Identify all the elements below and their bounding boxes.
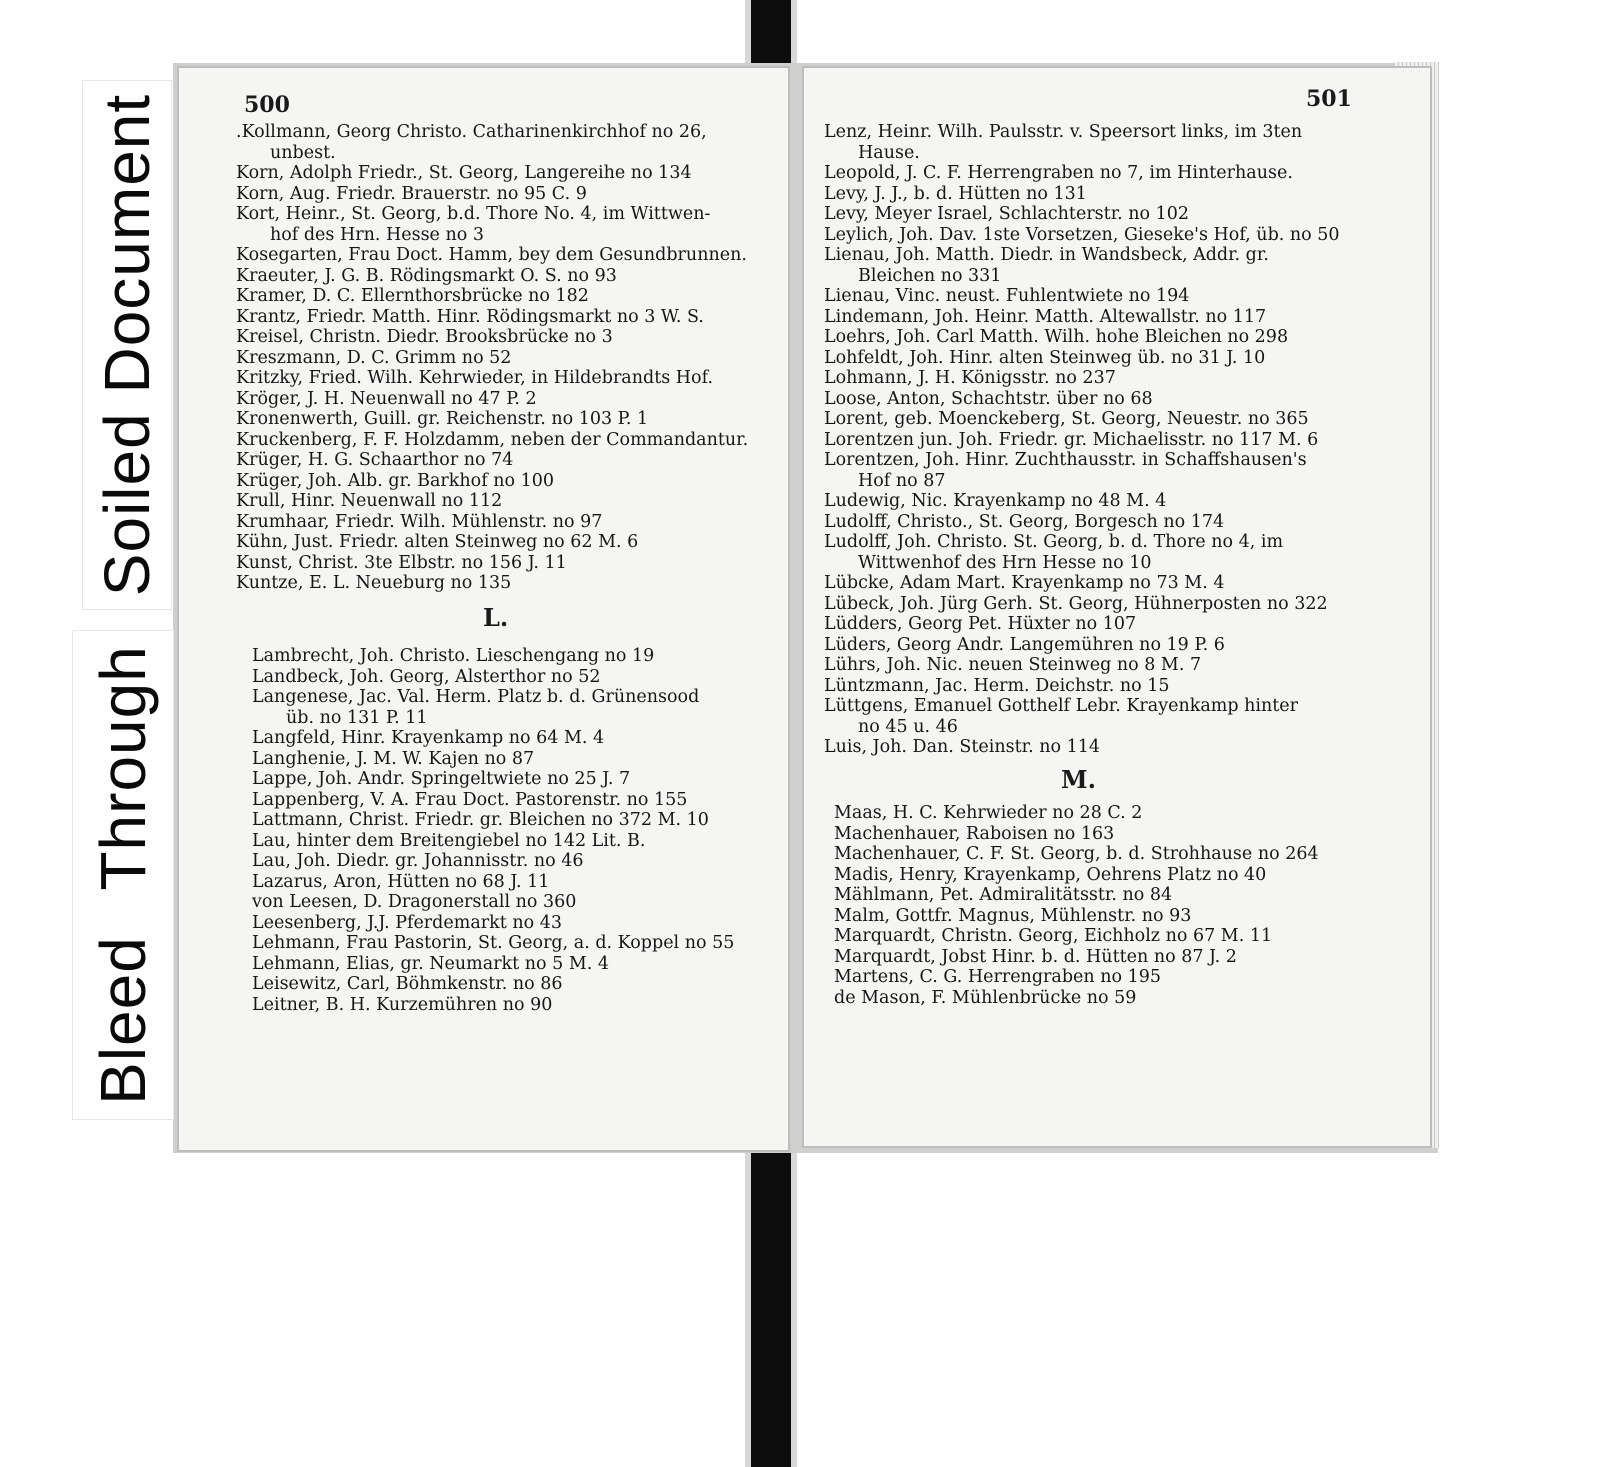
directory-entry: Lorentzen jun. Joh. Friedr. gr. Michaelisstr. no 117 M. 6: [824, 429, 1319, 450]
directory-entry: Ludolff, Joh. Christo. St. Georg, b. d. Thore no 4, im: [824, 532, 1284, 552]
directory-entry: Lappenberg, V. A. Frau Doct. Pastorenstr. no 155: [252, 789, 688, 810]
directory-entry: Lorent, geb. Moenckeberg, St. Georg, Neuestr. no 365: [824, 409, 1309, 429]
directory-entry: Kreisel, Christn. Diedr. Brooksbrücke no 3: [236, 327, 613, 347]
entry-continuation: Hause.: [858, 142, 920, 163]
directory-entry: Langhenie, J. M. W. Kajen no 87: [252, 748, 535, 769]
directory-entry: .Kollmann, Georg Christo. Catharinenkirchhof no 26,: [236, 122, 707, 142]
directory-entry: Marquardt, Jobst Hinr. b. d. Hütten no 87 J. 2: [834, 946, 1237, 967]
entry-continuation: Wittwenhof des Hrn Hesse no 10: [858, 552, 1152, 573]
directory-entry: Marquardt, Christn. Georg, Eichholz no 67 M. 11: [834, 926, 1273, 946]
soiled-document-tab: [82, 80, 172, 610]
directory-entry: Kühn, Just. Friedr. alten Steinweg no 62 M. 6: [236, 532, 639, 552]
directory-entry: de Mason, F. Mühlenbrücke no 59: [834, 987, 1137, 1008]
directory-entry: Kunst, Christ. 3te Elbstr. no 156 J. 11: [236, 552, 567, 573]
directory-entry: von Leesen, D. Dragonerstall no 360: [252, 892, 577, 912]
directory-entry: Kramer, D. C. Ellernthorsbrücke no 182: [236, 286, 589, 306]
directory-entry: Lindemann, Joh. Heinr. Matth. Altewallstr. no 117: [824, 306, 1267, 327]
directory-entry: Kronenwerth, Guill. gr. Reichenstr. no 103 P. 1: [236, 409, 649, 429]
left-entries-l: [252, 646, 734, 1015]
directory-entry: Lappe, Joh. Andr. Springeltwiete no 25 J. 7: [252, 769, 631, 789]
directory-entry: Leylich, Joh. Dav. 1ste Vorsetzen, Gieseke's Hof, üb. no 50: [824, 224, 1340, 245]
section-letter-l: L.: [483, 603, 509, 632]
directory-entry: Korn, Aug. Friedr. Brauerstr. no 95 C. 9: [236, 183, 587, 204]
directory-entry: Krumhaar, Friedr. Wilh. Mühlenstr. no 97: [236, 511, 603, 532]
bleed-through-label: Bleed Through: [87, 645, 159, 1105]
directory-entry: Leisewitz, Carl, Böhmkenstr. no 86: [252, 974, 563, 994]
directory-entry: Lazarus, Aron, Hütten no 68 J. 11: [252, 871, 550, 892]
entry-continuation: Hof no 87: [858, 470, 946, 491]
entry-continuation: Bleichen no 331: [858, 265, 1002, 286]
directory-entry: Loehrs, Joh. Carl Matth. Wilh. hohe Bleichen no 298: [824, 327, 1289, 347]
entry-continuation: unbest.: [270, 142, 336, 163]
entry-continuation: üb. no 131 P. 11: [286, 707, 428, 728]
directory-entry: Landbeck, Joh. Georg, Alsterthor no 52: [252, 666, 601, 687]
directory-entry: Machenhauer, Raboisen no 163: [834, 823, 1115, 844]
directory-entry: Lüdders, Georg Pet. Hüxter no 107: [824, 614, 1137, 634]
directory-entry: Levy, Meyer Israel, Schlachterstr. no 102: [824, 204, 1190, 224]
directory-entry: Korn, Adolph Friedr., St. Georg, Langereihe no 134: [236, 163, 692, 183]
directory-entry: Leesenberg, J.J. Pferdemarkt no 43: [252, 912, 562, 933]
right-page: [802, 66, 1432, 1148]
directory-entry: Ludewig, Nic. Krayenkamp no 48 M. 4: [824, 491, 1167, 511]
directory-entry: Martens, C. G. Herrengraben no 195: [834, 967, 1161, 987]
directory-entry: Levy, J. J., b. d. Hütten no 131: [824, 183, 1087, 204]
directory-entry: Leitner, B. H. Kurzemühren no 90: [252, 994, 553, 1015]
directory-entry: Lübeck, Joh. Jürg Gerh. St. Georg, Hühnerposten no 322: [824, 593, 1328, 614]
directory-entry: Kruckenberg, F. F. Holzdamm, neben der Commandantur.: [236, 429, 749, 450]
bleed-through-tab: [72, 630, 174, 1120]
directory-entry: Kuntze, E. L. Neueburg no 135: [236, 573, 512, 593]
directory-entry: Kröger, J. H. Neuenwall no 47 P. 2: [236, 388, 537, 409]
left-page: [177, 66, 790, 1152]
directory-entry: Mählmann, Pet. Admiralitätsstr. no 84: [834, 885, 1173, 905]
directory-entry: Malm, Gottfr. Magnus, Mühlenstr. no 93: [834, 905, 1192, 926]
section-letter-m: M.: [1061, 765, 1096, 794]
directory-entry: Lohfeldt, Joh. Hinr. alten Steinweg üb. no 31 J. 10: [824, 347, 1266, 368]
directory-entry: Lüders, Georg Andr. Langemühren no 19 P. 6: [824, 634, 1225, 655]
directory-entry: Lohmann, J. H. Königsstr. no 237: [824, 368, 1116, 388]
directory-entry: Lau, hinter dem Breitengiebel no 142 Lit. B.: [252, 830, 646, 851]
right-page-number: 501: [1306, 86, 1352, 112]
directory-entry: Kritzky, Fried. Wilh. Kehrwieder, in Hildebrandts Hof.: [236, 368, 714, 388]
directory-entry: Lehmann, Frau Pastorin, St. Georg, a. d. Koppel no 55: [252, 933, 735, 953]
directory-entry: Kreszmann, D. C. Grimm no 52: [236, 347, 512, 368]
entry-continuation: no 45 u. 46: [858, 716, 958, 737]
directory-entry: Krüger, Joh. Alb. gr. Barkhof no 100: [236, 470, 554, 491]
directory-entry: Lührs, Joh. Nic. neuen Steinweg no 8 M. 7: [824, 655, 1202, 675]
label-tabs: [72, 80, 174, 1120]
directory-entry: Lau, Joh. Diedr. gr. Johannisstr. no 46: [252, 851, 584, 871]
left-entries-k: [236, 122, 748, 594]
directory-entry: Ludolff, Christo., St. Georg, Borgesch no 174: [824, 511, 1225, 532]
directory-entry: Lattmann, Christ. Friedr. gr. Bleichen no 372 M. 10: [252, 810, 709, 830]
directory-entry: Leopold, J. C. F. Herrengraben no 7, im Hinterhause.: [824, 163, 1293, 183]
directory-entry: Lorentzen, Joh. Hinr. Zuchthausstr. in Schaffshausen's: [824, 450, 1307, 470]
directory-entry: Krull, Hinr. Neuenwall no 112: [236, 491, 503, 511]
directory-entry: Lienau, Vinc. neust. Fuhlentwiete no 194: [824, 286, 1190, 306]
directory-entry: Machenhauer, C. F. St. Georg, b. d. Strohhause no 264: [834, 844, 1319, 864]
directory-entry: Lüttgens, Emanuel Gotthelf Lebr. Krayenkamp hinter: [824, 696, 1299, 716]
right-entries-l: [824, 122, 1340, 758]
directory-entry: Kosegarten, Frau Doct. Hamm, bey dem Gesundbrunnen.: [236, 245, 747, 265]
right-entries-m: [834, 803, 1319, 1008]
directory-entry: Lenz, Heinr. Wilh. Paulsstr. v. Speersort links, im 3ten: [824, 122, 1303, 142]
directory-entry: Loose, Anton, Schachtstr. über no 68: [824, 388, 1153, 409]
directory-entry: Krantz, Friedr. Matth. Hinr. Rödingsmarkt no 3 W. S.: [236, 306, 704, 327]
directory-entry: Madis, Henry, Krayenkamp, Oehrens Platz no 40: [834, 864, 1267, 885]
left-page-number: 500: [244, 92, 290, 118]
soiled-document-label: Soiled Document: [91, 93, 163, 597]
entry-continuation: hof des Hrn. Hesse no 3: [270, 224, 484, 245]
directory-entry: Langenese, Jac. Val. Herm. Platz b. d. Grünensood: [252, 687, 700, 707]
directory-entry: Lübcke, Adam Mart. Krayenkamp no 73 M. 4: [824, 573, 1225, 593]
directory-entry: Langfeld, Hinr. Krayenkamp no 64 M. 4: [252, 728, 605, 748]
directory-entry: Kort, Heinr., St. Georg, b.d. Thore No. 4, im Wittwen-: [236, 204, 711, 224]
directory-entry: Luis, Joh. Dan. Steinstr. no 114: [824, 737, 1101, 757]
directory-entry: Kraeuter, J. G. B. Rödingsmarkt O. S. no 93: [236, 265, 617, 286]
directory-entry: Lehmann, Elias, gr. Neumarkt no 5 M. 4: [252, 953, 609, 974]
directory-entry: Krüger, H. G. Schaarthor no 74: [236, 450, 514, 470]
directory-entry: Lambrecht, Joh. Christo. Lieschengang no 19: [252, 646, 655, 666]
directory-entry: Lienau, Joh. Matth. Diedr. in Wandsbeck, Addr. gr.: [824, 245, 1269, 265]
directory-entry: Lüntzmann, Jac. Herm. Deichstr. no 15: [824, 675, 1170, 696]
directory-entry: Maas, H. C. Kehrwieder no 28 C. 2: [834, 803, 1143, 823]
